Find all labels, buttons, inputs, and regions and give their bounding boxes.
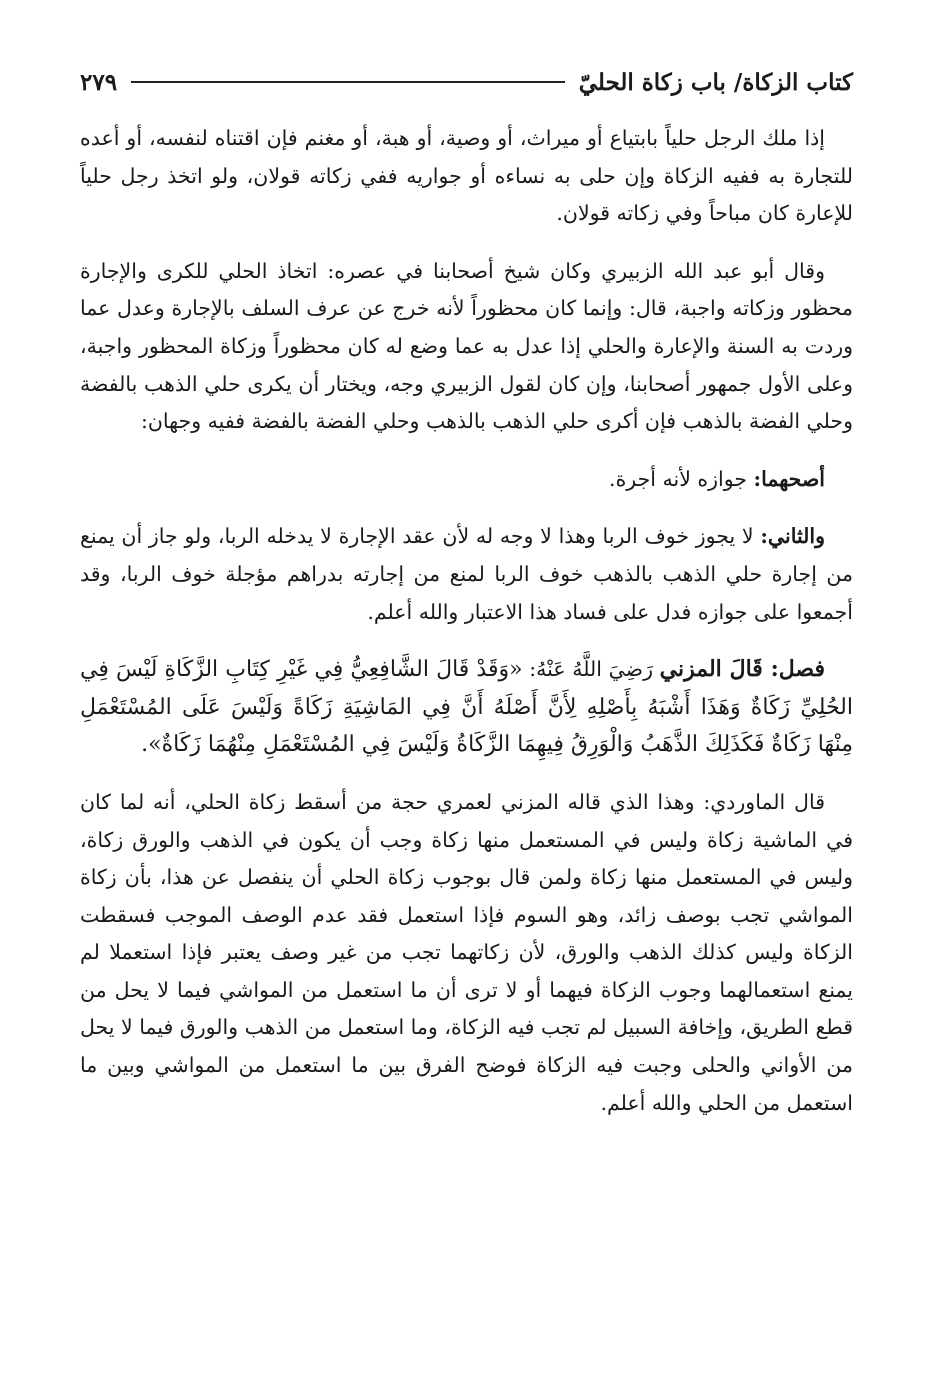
paragraph-5 xyxy=(80,651,853,764)
header-rule xyxy=(131,81,565,83)
paragraph-6: قال الماوردي: وهذا الذي قاله المزني لعمري حجة من أسقط زكاة الحلي، أنه لما كان في الماشية زكاة وليس في المستعمل منها زكاة وجب أن يكون في الذهب والورق زكاة، وليس في المستعمل منها زكاة ولمن قال بوجوب زكاة الحلي أن ينفصل عن هذا، بأن زكاة المواشي تجب بوصف زائد، وهو السوم فإذا استعمل فقد عدم الوصف الموجب فسقطت الزكاة وليس كذلك الذهب والورق، لأن زكاتهما تجب من غير وصف يعتبر فإذا استعملا لم يمنع استعمالهما وجوب الزكاة فيهما أو لا ترى أن ما استعمل من المواشي فيما لا يحل من قطع الطريق، وإخافة السبيل لم تجب فيه الزكاة، وما استعمل من الذهب والورق فيما لا يحل من الأواني والحلى وجبت فيه الزكاة فوضح الفرق بين ما استعمل من المواشي وبين ما استعمل من الحلي والله أعلم. xyxy=(80,789,853,1115)
shafii-quote: «وَقَدْ قَالَ الشَّافِعِيُّ فِي غَيْرِ كِتَابِ الزَّكَاةِ لَيْسَ فِي الحُلِيِّ زَكَاةٌ وَهَذَا أَشْبَهُ بِأَصْلِهِ لِأَنَّ أَصْلَهُ أَنَّ فِي المَاشِيَةِ زَكَاةً وَلَيْسَ عَلَى المُسْتَعْمَلِ مِنْهَا زَكَاةٌ فَكَذَلِكَ الذَّهَبُ وَالْوَرِقُ فِيهِمَا الزَّكَاةُ وَلَيْسَ فِي المُسْتَعْمَلِ مِنْهُمَا زَكَاةٌ». xyxy=(80,657,853,758)
fasl-heading: فصل: قَالَ المزني xyxy=(659,656,825,683)
paragraph-4 xyxy=(80,518,853,631)
paragraph-4-text: لا يجوز خوف الربا وهذا لا وجه له لأن عقد الإجارة لا يدخله الربا، ولو جاز أن يمنع من إجارة حلي الذهب بالذهب خوف الربا لمنع من إجارته بدراهم مؤجلة خوف الربا، وقد أجمعوا على جوازه فدل على فساد هذا الاعتبار والله أعلم. xyxy=(80,524,853,624)
page-body xyxy=(80,120,853,1142)
paragraph-1: إذا ملك الرجل حلياً بابتياع أو ميراث، أو وصية، أو هبة، أو مغنم فإن اقتناه لنفسه، أو أعده للتجارة به ففيه الزكاة وإن حلى به نساءه أو جواريه ففي زكاته قولان، ولو اتخذ رجل حلياً للإعارة كان مباحاً وفي زكاته قولان. xyxy=(80,126,853,226)
paragraph-2: وقال أبو عبد الله الزبيري وكان شيخ أصحابنا في عصره: اتخاذ الحلي للكرى والإجارة محظور وزكاته واجبة، قال: وإنما كان محظوراً لأنه خرج عن عرف السلف بالإجارة وعدل عما وردت به السنة والإعارة والحلي إذا عدل به عما وضع له كان محظوراً وزكاة المحظور واجبة، وعلى الأول جمهور أصحابنا، وإن كان لقول الزبيري وجه، ويختار أن يكرى حلي الذهب بالفضة وحلي الفضة بالذهب فإن أكرى حلي الذهب بالذهب وحلي الفضة بالفضة ففيه وجهان: xyxy=(80,258,853,434)
paragraph-4-lead: والثاني: xyxy=(760,524,825,549)
page-header xyxy=(80,62,853,102)
page-number: ٢٧٩ xyxy=(80,68,118,96)
paragraph-3 xyxy=(80,461,853,499)
paragraph-3-lead: أصحهما: xyxy=(753,466,825,491)
paragraph-3-text: جوازه لأنه أجرة. xyxy=(609,466,748,491)
running-title: كتاب الزكاة/ باب زكاة الحليّ xyxy=(578,68,853,96)
paragraph-5-text: رَضِيَ اللَّهُ عَنْهُ: xyxy=(529,657,653,682)
